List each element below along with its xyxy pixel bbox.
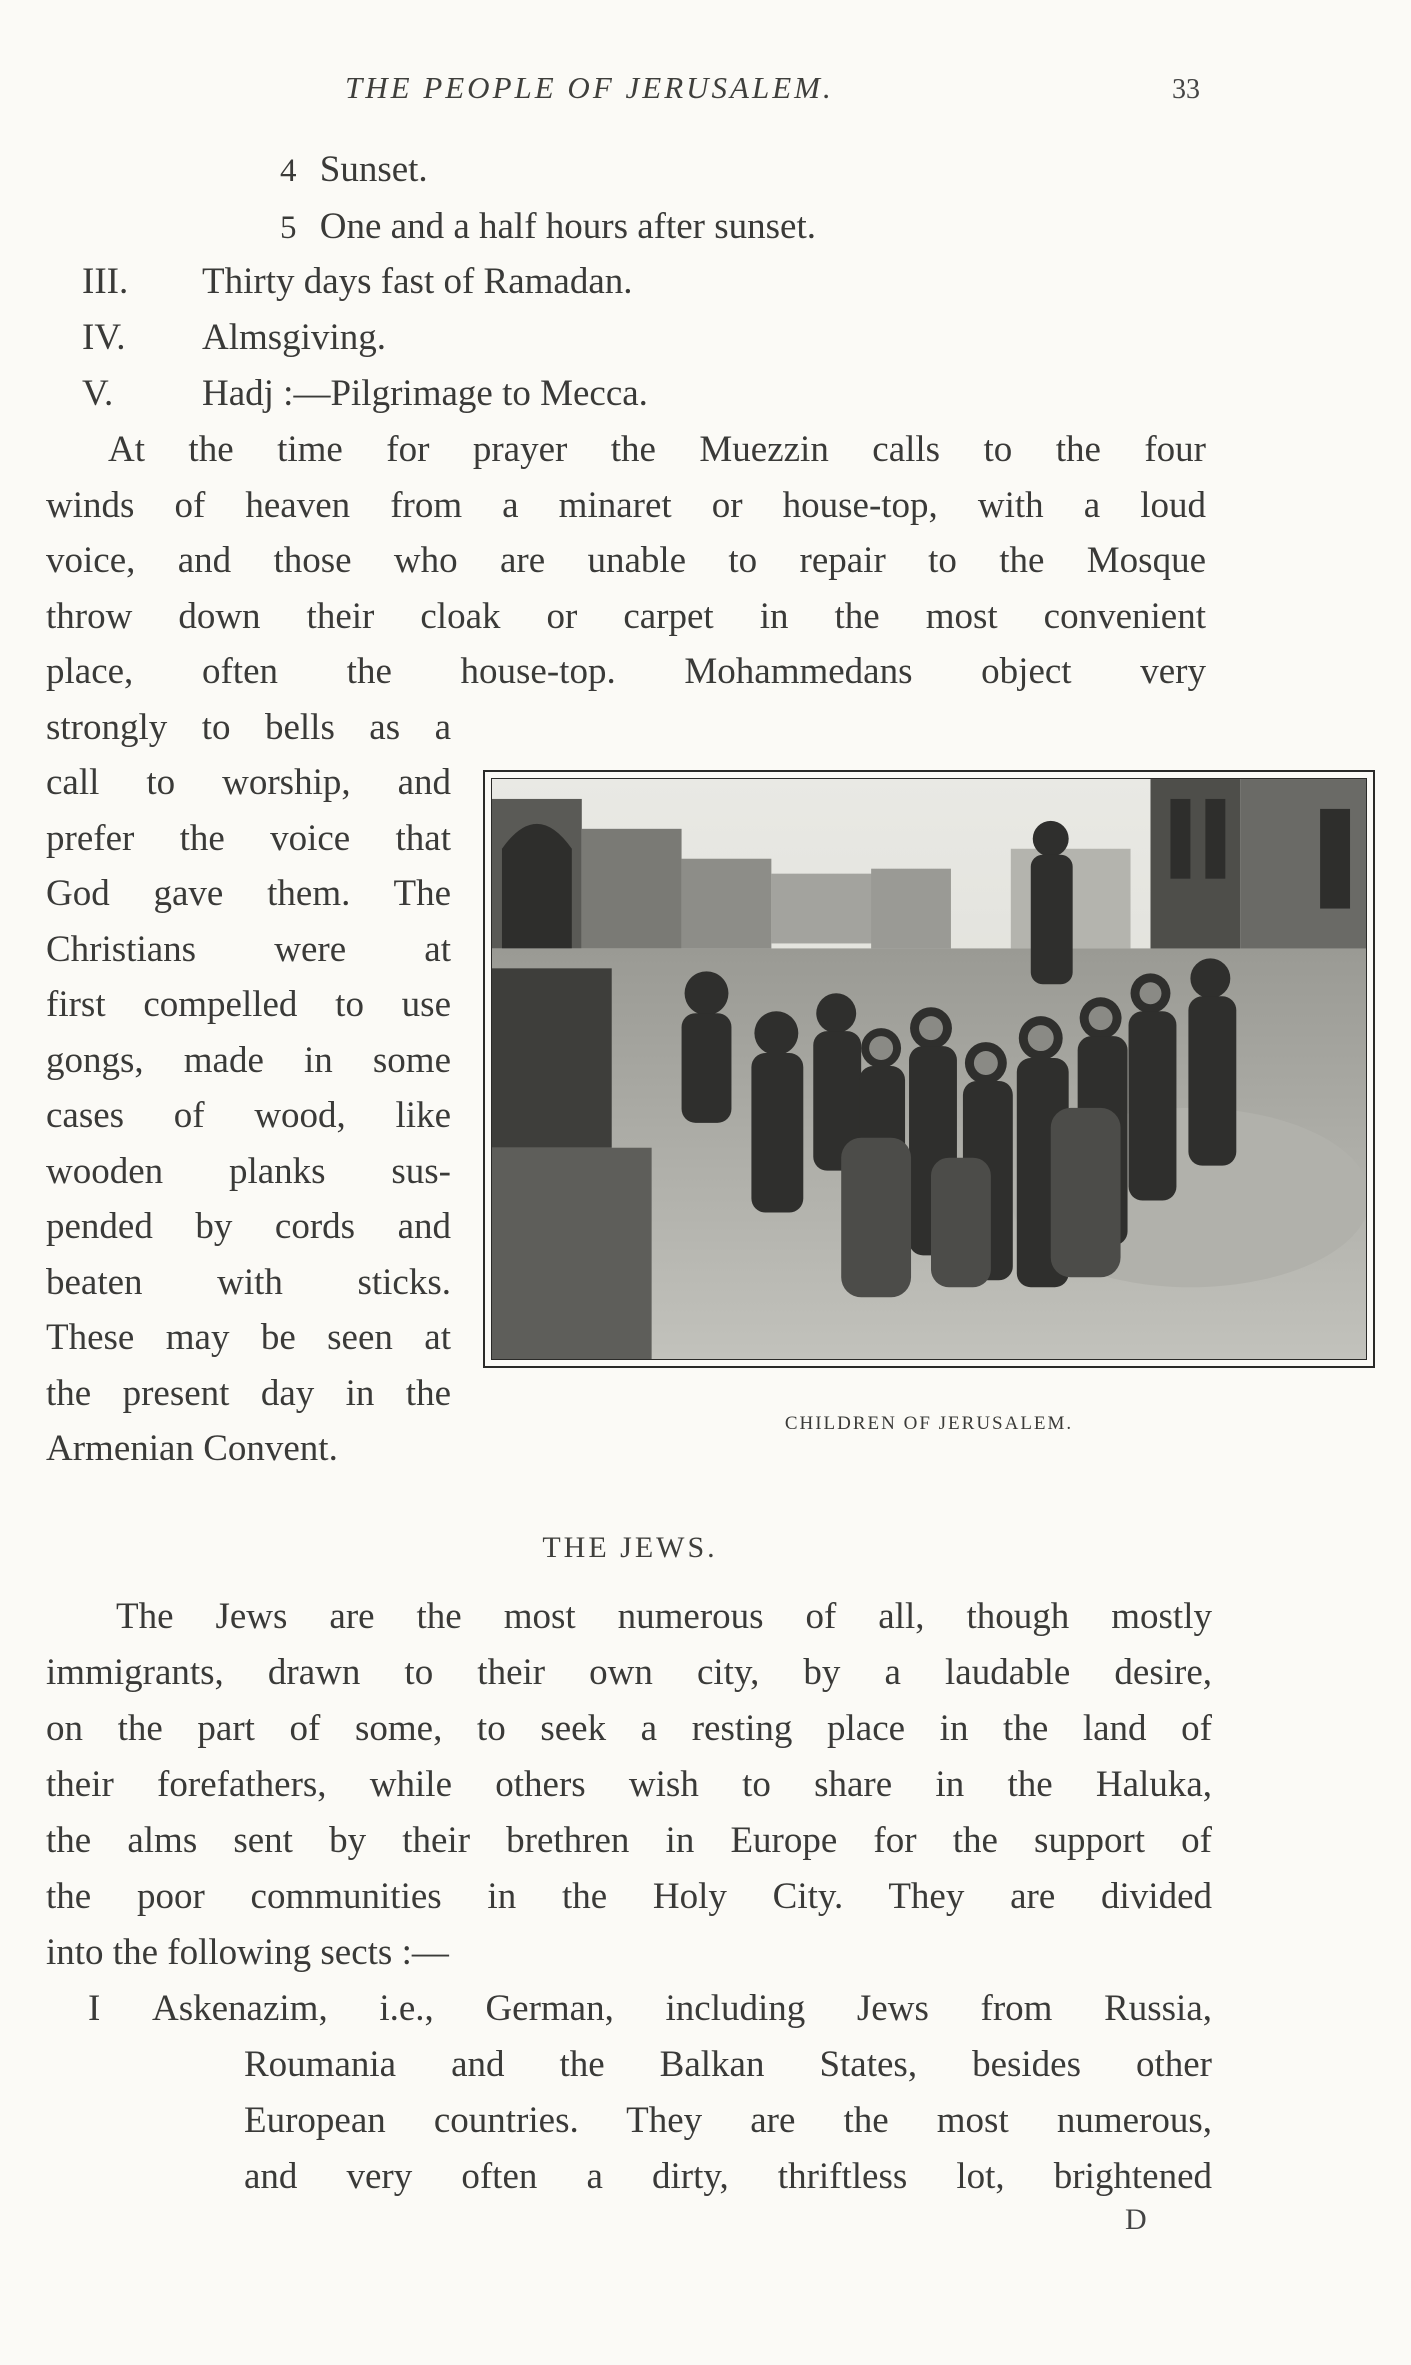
- sect-line: European countries. They are the most numerous,: [244, 2100, 1212, 2141]
- paragraph-line: wooden planks sus-: [46, 1151, 451, 1192]
- paragraph-line: throw down their cloak or carpet in the most convenient: [46, 596, 1206, 637]
- paragraph-line: into the following sects :—: [46, 1932, 449, 1973]
- sect-number: I: [88, 1988, 101, 2029]
- photograph-illustration: [492, 779, 1366, 1359]
- prayer-time-text: One and a half hours after sunset.: [319, 206, 816, 247]
- paragraph-line: the poor communities in the Holy City. They are divided: [46, 1876, 1212, 1917]
- paragraph-line: pended by cords and: [46, 1206, 451, 1247]
- paragraph-line: Armenian Convent.: [46, 1428, 338, 1469]
- pillar-v: [82, 366, 648, 422]
- prayer-time-4: [280, 142, 428, 199]
- paragraph-line: voice, and those who are unable to repair to the Mosque: [46, 540, 1206, 581]
- paragraph-line: winds of heaven from a minaret or house-top, with a loud: [46, 485, 1206, 526]
- running-head: [0, 70, 1411, 110]
- paragraph-line: strongly to bells as a: [46, 707, 451, 748]
- photograph-children-of-jerusalem: [483, 770, 1375, 1368]
- paragraph-line: first compelled to use: [46, 984, 451, 1025]
- page-number: 33: [1172, 74, 1200, 105]
- prayer-time-text: Sunset.: [319, 149, 428, 190]
- paragraph-line: the present day in the: [46, 1373, 451, 1414]
- paragraph-line: Christians were at: [46, 929, 451, 970]
- paragraph-line: their forefathers, while others wish to share in the Haluka,: [46, 1764, 1212, 1805]
- signature-mark: D: [1125, 2203, 1147, 2236]
- paragraph-line: The Jews are the most numerous of all, though mostly: [116, 1596, 1212, 1637]
- pillar-iii: [82, 254, 633, 310]
- paragraph-line: the alms sent by their brethren in Europe for the support of: [46, 1820, 1212, 1861]
- paragraph-line: gongs, made in some: [46, 1040, 451, 1081]
- paragraph-line: prefer the voice that: [46, 818, 451, 859]
- pillar-text: Almsgiving.: [202, 317, 386, 358]
- paragraph-line: immigrants, drawn to their own city, by a laudable desire,: [46, 1652, 1212, 1693]
- paragraph-line: At the time for prayer the Muezzin calls to the four: [108, 429, 1206, 470]
- prayer-time-number: 5: [280, 210, 297, 246]
- section-heading: THE JEWS.: [542, 1531, 718, 1564]
- pillar-numeral: IV.: [82, 317, 126, 358]
- pillar-numeral: V.: [82, 373, 114, 414]
- sect-line: Roumania and the Balkan States, besides other: [244, 2044, 1212, 2085]
- paragraph-line: call to worship, and: [46, 762, 451, 803]
- pillar-text: Thirty days fast of Ramadan.: [202, 261, 633, 302]
- prayer-time-number: 4: [280, 153, 297, 189]
- photograph-image: [491, 778, 1367, 1360]
- paragraph-line: These may be seen at: [46, 1317, 451, 1358]
- sect-line: and very often a dirty, thriftless lot, brightened: [244, 2156, 1212, 2197]
- running-title: THE PEOPLE OF JERUSALEM.: [345, 70, 834, 105]
- paragraph-line: beaten with sticks.: [46, 1262, 451, 1303]
- paragraph-line: on the part of some, to seek a resting place in the land of: [46, 1708, 1212, 1749]
- pillar-iv: [82, 310, 386, 366]
- paragraph-line: cases of wood, like: [46, 1095, 451, 1136]
- pillar-numeral: III.: [82, 261, 129, 302]
- paragraph-line: God gave them. The: [46, 873, 451, 914]
- sect-line: Askenazim, i.e., German, including Jews from Russia,: [152, 1988, 1212, 2029]
- figure-caption: CHILDREN OF JERUSALEM.: [784, 1413, 1074, 1434]
- prayer-time-5: [280, 199, 816, 256]
- paragraph-line: place, often the house-top. Mohammedans object very: [46, 651, 1206, 692]
- pillar-text: Hadj :—Pilgrimage to Mecca.: [202, 373, 648, 414]
